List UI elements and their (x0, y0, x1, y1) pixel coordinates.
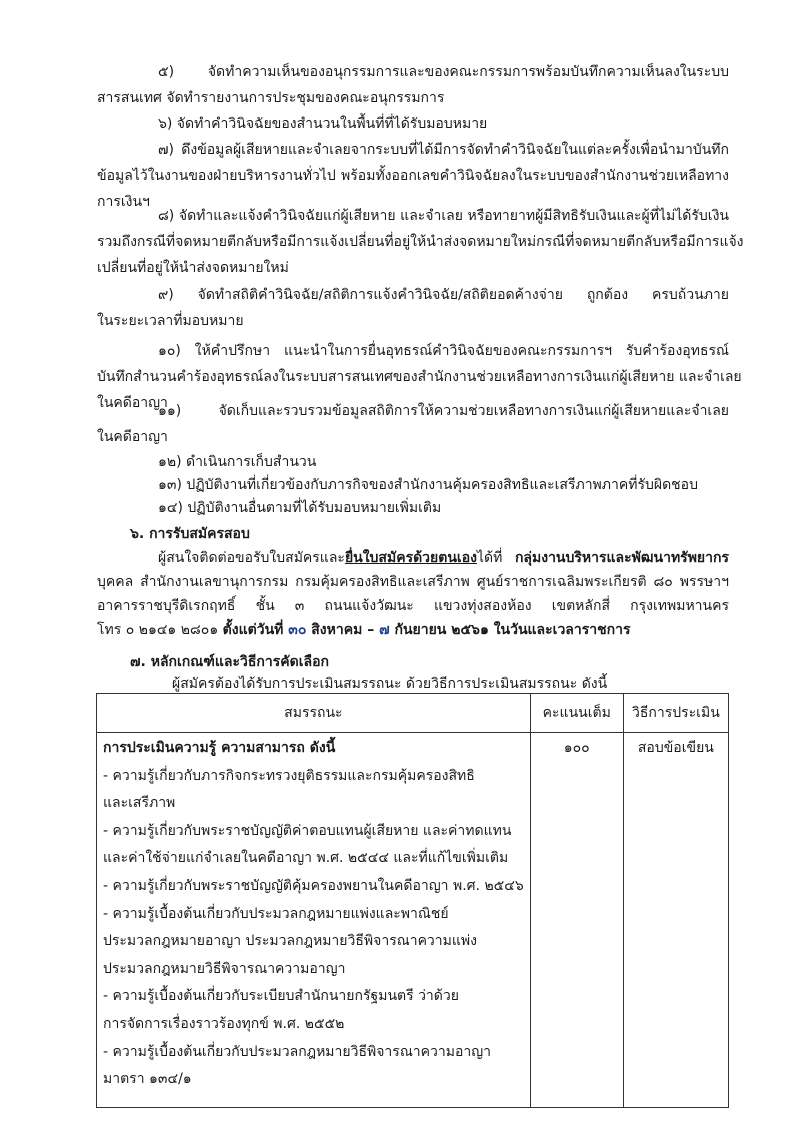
duty-item-8-line-2: รวมถึงกรณีที่จดหมายตีกลับหรือมีการแจ้งเปลี่ยนที่อยู่ให้นำส่งจดหมายใหม่กรณีที่จดหมายตีกลับหรือมีการแจ้ง (97, 234, 744, 250)
duty-item-5-line-2: สารสนเทศ จัดทำรายงานการประชุมของคณะอนุกรรมการ (97, 90, 445, 106)
department-name: กลุ่มงานบริหารและพัฒนาทรัพยากร (514, 550, 729, 566)
phone-number: โทร ๐ ๒๑๔๑ ๒๘๐๑ (97, 622, 223, 638)
competency-line: และเสรีภาพ (103, 795, 176, 812)
competency-line: การจัดการเรื่องราวร้องทุกข์ พ.ศ. ๒๕๕๒ (103, 1015, 345, 1032)
header-full-score: คะแนนเต็ม (530, 694, 623, 733)
duty-item-10-line-3: ในคดีอาญา (97, 395, 168, 411)
application-line-1 (158, 548, 729, 568)
duty-item-11-line-1: ๑๑) จัดเก็บและรวบรวมข้อมูลสถิติการให้ความช่วยเหลือทางการเงินแก่ผู้เสียหายและจำเลย (158, 403, 729, 419)
application-text: ผู้สนใจติดต่อขอรับใบสมัครและ (158, 550, 345, 566)
competency-line: มาตรา ๑๓๔/๑ (103, 1071, 192, 1088)
competency-line: - ความรู้เกี่ยวกับภารกิจกระทรวงยุติธรรมและกรมคุ้มครองสิทธิ (103, 767, 475, 784)
header-competency: สมรรถนะ (97, 694, 531, 733)
section-7-heading: ๗. หลักเกณฑ์และวิธีการคัดเลือก (130, 654, 329, 670)
full-score: ๑๐๐ (563, 740, 590, 756)
application-line-2: บุคคล สำนักงานเลขานุการกรม กรมคุ้มครองสิทธิและเสรีภาพ ศูนย์ราชการเฉลิมพระเกียรติ ๘๐ พรรษาฯ (97, 574, 729, 590)
competency-line: - ความรู้เบื้องต้นเกี่ยวกับระเบียบสำนักนายกรัฐมนตรี ว่าด้วย (103, 988, 459, 1005)
date-from-label: ตั้งแต่วันที่ (222, 622, 289, 638)
end-day: ๗ (379, 622, 390, 638)
application-line-3: อาคารราชบุรีดิเรกฤทธิ์ ชั้น ๓ ถนนแจ้งวัฒนะ แขวงทุ่งสองห้อง เขตหลักสี่ กรุงเทพมหานคร (97, 598, 729, 614)
duty-item-8-line-3: เปลี่ยนที่อยู่ให้นำส่งจดหมายใหม่ (97, 260, 289, 276)
duty-item-10-line-2: บันทึกสำนวนคำร้องอุทธรณ์ลงในระบบสารสนเทศของสำนักงานช่วยเหลือทางการเงินแก่ผู้เสียหาย และจำเลย (97, 369, 742, 385)
table-header-row (97, 694, 729, 733)
end-month-year: กันยายน ๒๕๖๑ ในวันและเวลาราชการ (389, 622, 631, 638)
start-day: ๓๐ (288, 622, 307, 638)
duty-item-11-line-2: ในคดีอาญา (97, 429, 168, 445)
duty-item-7-line-1: ๗) ดึงข้อมูลผู้เสียหายและจำเลยจากระบบที่ได้มีการจัดทำคำวินิจฉัยในแต่ละครั้งเพื่อนำมาบันทึก (158, 142, 729, 158)
duty-item-9-line-2: ในระยะเวลาที่มอบหมาย (97, 313, 244, 329)
application-line-4 (97, 620, 729, 640)
header-method: วิธีการประเมิน (623, 694, 728, 733)
duty-item-14: ๑๔) ปฏิบัติงานอื่นตามที่ได้รับมอบหมายเพิ่มเติม (158, 500, 442, 516)
table-row (97, 733, 729, 1108)
competency-line: ประมวลกฎหมายวิธีพิจารณาความอาญา (103, 960, 346, 977)
competency-line: - ความรู้เบื้องต้นเกี่ยวกับประมวลกฎหมายแพ่งและพาณิชย์ (103, 905, 449, 922)
competency-line: และค่าใช้จ่ายแก่จำเลยในคดีอาญา พ.ศ. ๒๕๔๔ และที่แก้ไขเพิ่มเติม (103, 850, 509, 867)
section-6-heading: ๖. การรับสมัครสอบ (130, 526, 250, 542)
competency-line: - ความรู้เบื้องต้นเกี่ยวกับประมวลกฎหมายวิธีพิจารณาความอาญา (103, 1043, 492, 1060)
competency-line: - ความรู้เกี่ยวกับพระราชบัญญัติค่าตอบแทนผู้เสียหาย และค่าทดแทน (103, 822, 512, 839)
duty-item-8-line-1: ๘) จัดทำและแจ้งคำวินิจฉัยแก่ผู้เสียหาย และจำเลย หรือทายาทผู้มีสิทธิรับเงินและผู้ที่ไม่ได้รับเงิน (158, 208, 729, 224)
assessment-method: สอบข้อเขียน (637, 740, 714, 756)
duty-item-7-line-2: ข้อมูลไว้ในงานของฝ่ายบริหารงานทั่วไป พร้อมทั้งออกเลขคำวินิจฉัยลงในระบบของสำนักงานช่วยเหลือทาง (97, 168, 729, 184)
start-month: สิงหาคม – (306, 622, 380, 638)
competency-table (96, 693, 729, 1108)
duty-item-6: ๖) จัดทำคำวินิจฉัยของสำนวนในพื้นที่ที่ได้รับมอบหมาย (158, 116, 488, 132)
competency-line: ประมวลกฎหมายอาญา ประมวลกฎหมายวิธีพิจารณาความแพ่ง (103, 933, 477, 950)
competency-line: - ความรู้เกี่ยวกับพระราชบัญญัติคุ้มครองพยานในคดีอาญา พ.ศ. ๒๕๔๖ (103, 877, 524, 894)
duty-item-9-line-1: ๙) จัดทำสถิติคำวินิจฉัย/สถิติการแจ้งคำวินิจฉัย/สถิติยอดค้างจ่าย ถูกต้อง ครบถ้วนภาย (158, 287, 729, 303)
application-at-text: ได้ที่ (476, 550, 515, 566)
duty-item-13: ๑๓) ปฏิบัติงานที่เกี่ยวข้องกับภารกิจของสำนักงานคุ้มครองสิทธิและเสรีภาพภาคที่รับผิดชอบ (158, 477, 698, 493)
duty-item-10-line-1: ๑๐) ให้คำปรึกษา แนะนำในการยื่นอุทธรณ์คำวินิจฉัยของคณะกรรมการฯ รับคำร้องอุทธรณ์ (158, 343, 729, 359)
duty-item-5-line-1: ๕) จัดทำความเห็นของอนุกรรมการและของคณะกรรมการพร้อมบันทึกความเห็นลงในระบบ (158, 64, 729, 80)
duty-item-7-line-3: การเงินฯ (97, 194, 150, 210)
duty-item-12: ๑๒) ดำเนินการเก็บสำนวน (158, 454, 317, 470)
selection-intro: ผู้สมัครต้องได้รับการประเมินสมรรถนะ ด้วยวิธีการประเมินสมรรถนะ ดังนี้ (172, 676, 608, 692)
apply-in-person-text: ยื่นใบสมัครด้วยตนเอง (344, 550, 477, 566)
competency-title: การประเมินความรู้ ความสามารถ ดังนี้ (103, 740, 336, 756)
